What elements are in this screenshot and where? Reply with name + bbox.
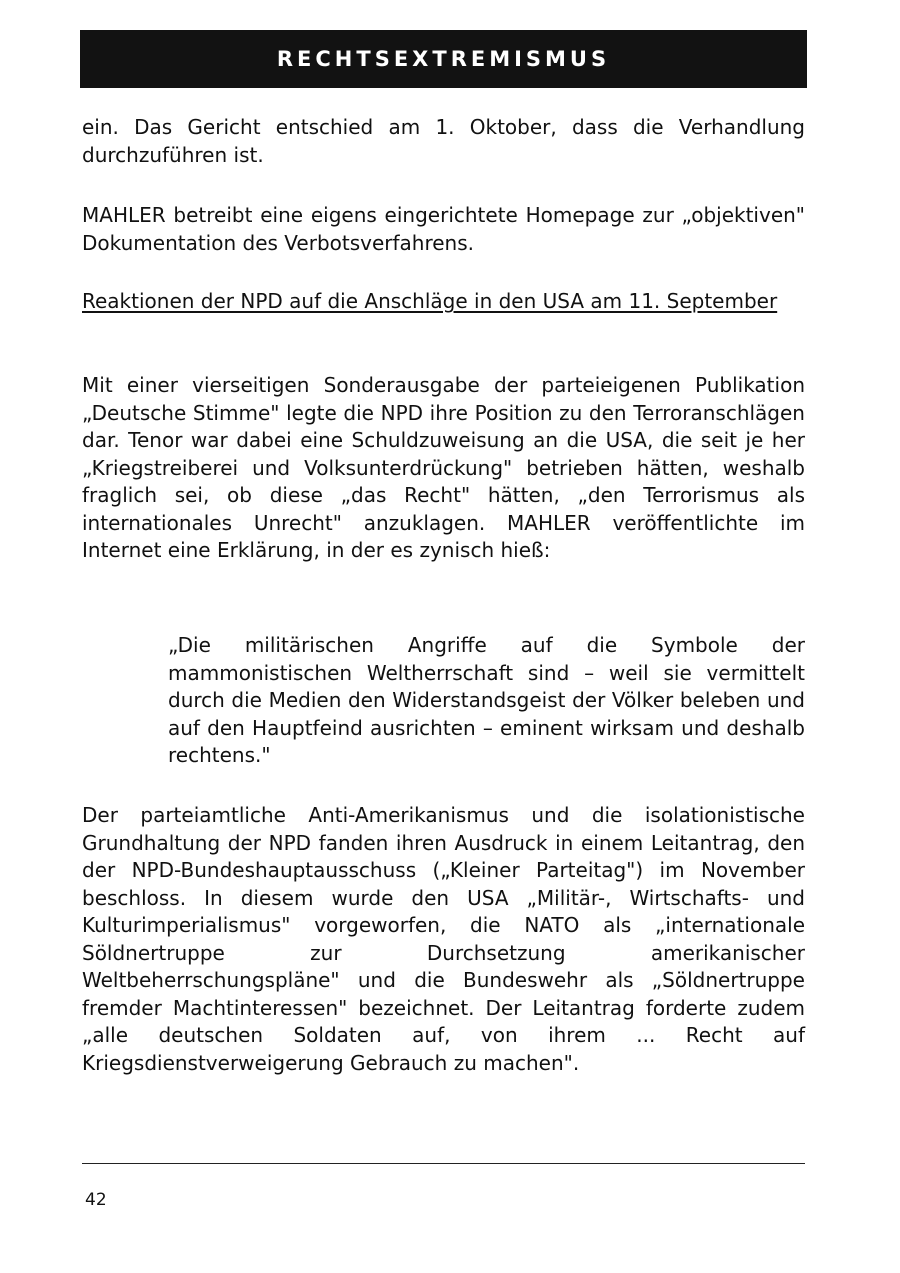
paragraph-anti-americanism: Der parteiamtliche Anti-Amerikanismus und die isolationistische Grundhaltung der NPD fanden ihren Ausdruck in einem Leitantrag, den der NPD-Bundeshauptausschuss („Kleiner Parteitag") im November beschloss. In diesem wurde den USA „Militär-, Wirtschafts- und Kulturimperialismus" vorgeworfen, die NATO als „internationale Söldnertruppe zur Durchsetzung amerikanischer Weltbeherrschungspläne" und die Bundeswehr als „Söldnertruppe fremder Machtinteressen" bezeichnet. Der Leitantrag forderte zudem „alle deutschen Soldaten auf, von ihrem ... Recht auf Kriegsdienstverweigerung Gebrauch zu machen". (82, 803, 805, 1075)
header-title: RECHTSEXTREMISMUS (276, 47, 611, 71)
section-heading: Reaktionen der NPD auf die Anschläge in den USA am 11. September (82, 289, 778, 313)
paragraph-reactions: Mit einer vierseitigen Sonderausgabe der parteieigenen Publikation „Deutsche Stimme" legte die NPD ihre Position zu den Terroranschlägen dar. Tenor war dabei eine Schuldzuweisung an die USA, die seit je her „Kriegstreiberei und Volksunterdrückung" betrieben hätten, weshalb fraglich sei, ob diese „das Recht" hätten, „den Terrorismus als internationales Unrecht" anzuklagen. MAHLER veröffentlichte im Internet eine Erklärung, in der es zynisch hieß: (82, 373, 805, 562)
page-header (80, 30, 807, 88)
page-number: 42 (85, 1190, 107, 1210)
paragraph-homepage: MAHLER betreibt eine eigens eingerichtete Homepage zur „objektiven" Dokumentation des Verbotsverfahrens. (82, 203, 805, 255)
block-quote: „Die militärischen Angriffe auf die Symbole der mammonistischen Weltherrschaft sind – weil sie vermittelt durch die Medien den Widerstandsgeist der Völker beleben und auf den Hauptfeind ausrichten – eminent wirksam und deshalb rechtens." (168, 633, 805, 767)
footer-divider (82, 1163, 805, 1164)
paragraph-intro: ein. Das Gericht entschied am 1. Oktober, dass die Verhandlung durchzuführen ist. (82, 115, 805, 167)
